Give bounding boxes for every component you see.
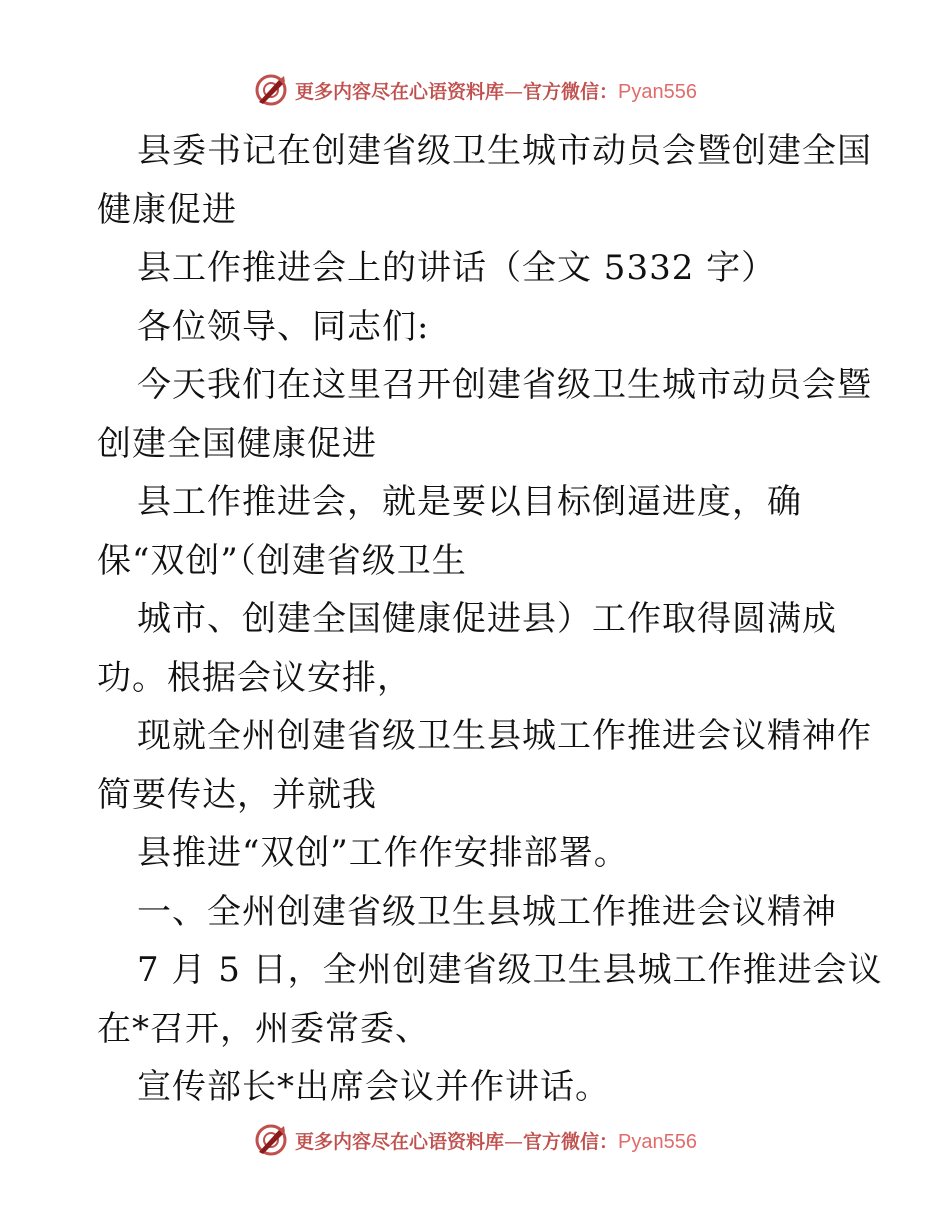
document-line: 在*召开，州委常委、 xyxy=(97,1008,430,1049)
document-line: 创建全国健康促进 xyxy=(97,423,377,464)
document-line: 宣传部长*出席会议并作讲话。 xyxy=(137,1067,610,1107)
document-line: 7 月 5 日，全州创建省级卫生县城工作推进会议 xyxy=(137,950,883,990)
document-line: 县推进“双创”工作作安排部署。 xyxy=(137,833,629,873)
document-line: 县工作推进会，就是要以目标倒逼进度，确 xyxy=(137,482,802,522)
watermark-main-text: 更多内容尽在心语资料库 xyxy=(295,80,505,103)
watermark-wechat-id: Pyan556 xyxy=(618,1130,697,1153)
document-line: 健康促进 xyxy=(97,189,237,230)
watermark-main-text: 更多内容尽在心语资料库 xyxy=(295,1130,505,1153)
watermark-header xyxy=(0,70,950,110)
watermark-wechat-id: Pyan556 xyxy=(618,80,697,103)
document-line: 县委书记在创建省级卫生城市动员会暨创建全国 xyxy=(137,131,872,171)
document-body xyxy=(97,122,883,1117)
watermark-footer xyxy=(0,1120,950,1160)
logo-icon xyxy=(253,1122,289,1158)
watermark-separator: — xyxy=(504,80,524,103)
document-line: 今天我们在这里召开创建省级卫生城市动员会暨 xyxy=(137,365,872,405)
document-line: 县工作推进会上的讲话（全文 5332 字） xyxy=(137,248,777,288)
watermark-separator: — xyxy=(504,1130,524,1153)
document-line: 一、全州创建省级卫生县城工作推进会议精神 xyxy=(137,891,837,932)
document-line: 简要传达，并就我 xyxy=(97,774,377,815)
document-line: 现就全州创建省级卫生县城工作推进会议精神作 xyxy=(137,716,872,756)
document-line: 城市、创建全国健康促进县）工作取得圆满成 xyxy=(137,599,837,639)
logo-icon xyxy=(253,72,289,108)
watermark-wechat-label: 官方微信： xyxy=(523,1130,619,1153)
document-line: 各位领导、同志们: xyxy=(137,306,430,347)
document-line: 功。根据会议安排， xyxy=(97,657,412,698)
document-line: 保“双创”（创建省级卫生 xyxy=(97,540,467,581)
watermark-wechat-label: 官方微信： xyxy=(523,80,619,103)
